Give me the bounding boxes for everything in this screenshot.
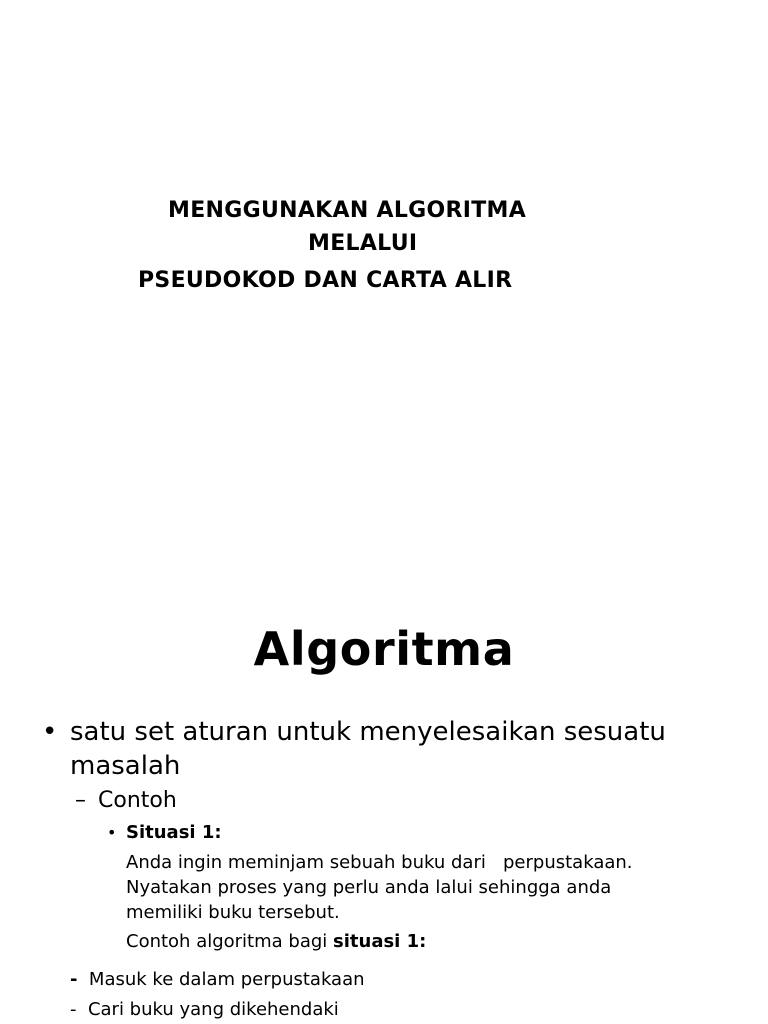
step-text: Cari buku yang dikehendaki <box>76 999 339 1020</box>
situation-text-line-3: memiliki buku tersebut. <box>126 902 340 923</box>
sub-bullet-marker: – <box>75 788 86 813</box>
sub-sub-bullet-marker: • <box>107 823 117 842</box>
step-text: Masuk ke dalam perpustakaan <box>77 969 365 990</box>
slide-1-title-line-2: MELALUI <box>308 231 418 256</box>
bullet-marker: • <box>42 717 58 747</box>
algorithm-intro-bold: situasi 1: <box>333 931 427 952</box>
slide-1-title-line-1: MENGGUNAKAN ALGORITMA <box>168 198 527 223</box>
algorithm-intro-text: Contoh algoritma bagi <box>126 931 334 952</box>
definition-line-1: satu set aturan untuk menyelesaikan sesuatu <box>70 717 666 747</box>
situation-text-line-2: Nyatakan proses yang perlu anda lalui sehingga anda <box>126 877 612 898</box>
algorithm-step <box>70 967 365 993</box>
slide-1-title-line-3: PSEUDOKOD DAN CARTA ALIR <box>138 268 513 293</box>
definition-line-2: masalah <box>70 751 181 781</box>
step-marker: - <box>70 969 78 990</box>
situation-label: Situasi 1: <box>126 822 222 843</box>
algorithm-intro <box>126 929 426 955</box>
slide-2-title: Algoritma <box>253 622 515 676</box>
algorithm-step <box>70 997 339 1023</box>
example-heading: Contoh <box>98 788 177 813</box>
situation-text-line-1: Anda ingin meminjam sebuah buku dari perpustakaan. <box>126 852 633 873</box>
step-marker: - <box>70 999 77 1020</box>
